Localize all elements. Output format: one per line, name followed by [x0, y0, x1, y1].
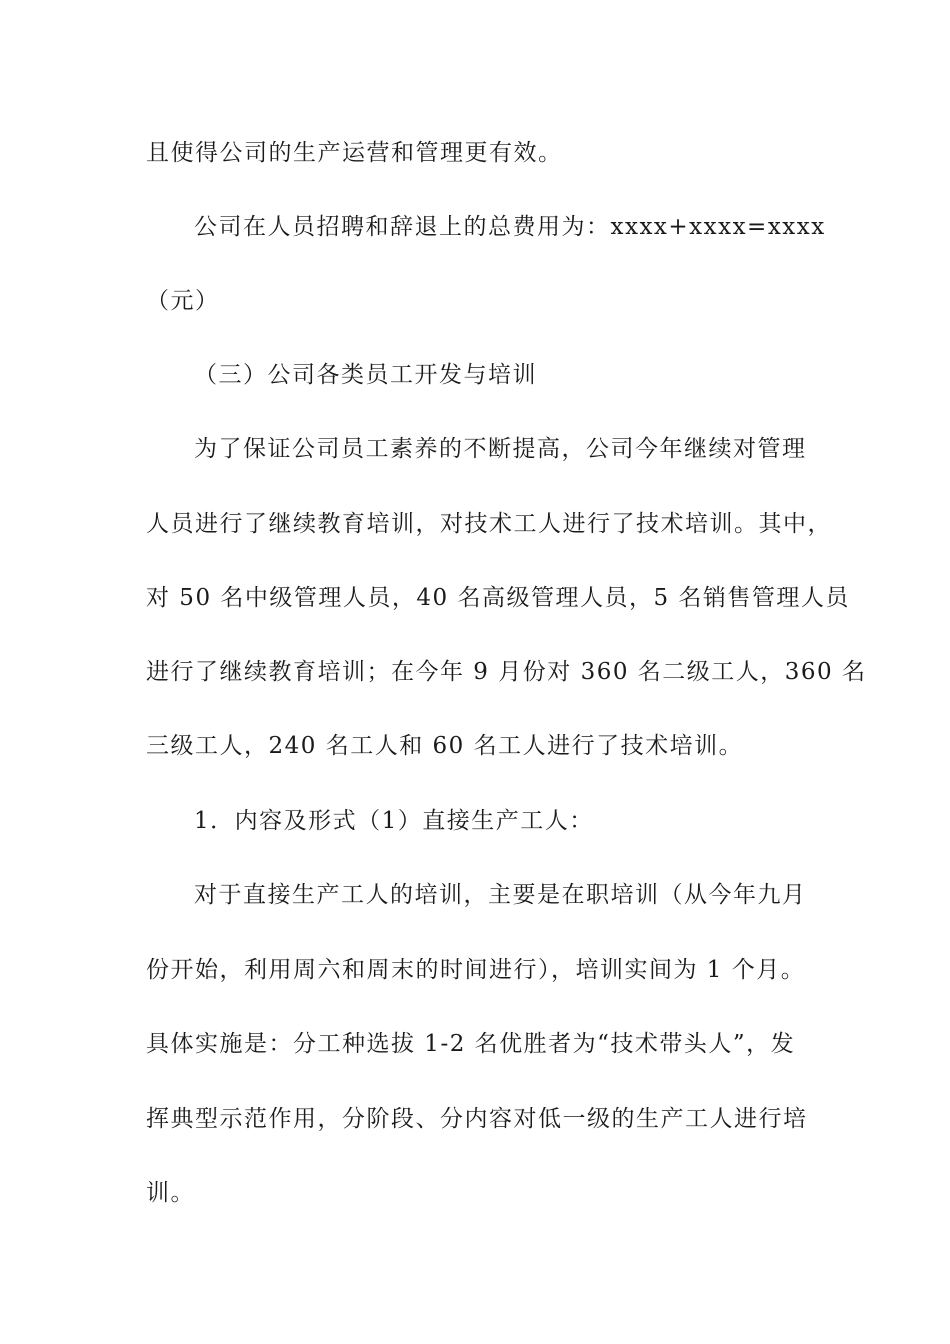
subsection-heading: 1．内容及形式（1）直接生产工人：	[194, 808, 594, 834]
paragraph-line: 具体实施是：分工种选拔 1-2 名优胜者为“技术带头人”，发	[146, 1031, 796, 1057]
paragraph-line: 且使得公司的生产运营和管理更有效。	[146, 140, 563, 166]
paragraph-line: 公司在人员招聘和辞退上的总费用为：xxxx+xxxx=xxxx	[194, 214, 826, 240]
paragraph-line: （元）	[146, 288, 220, 314]
paragraph-line: 训。	[146, 1180, 195, 1206]
paragraph-line: 份开始，利用周六和周末的时间进行），培训实间为 1 个月。	[146, 957, 806, 983]
paragraph-line: 挥典型示范作用，分阶段、分内容对低一级的生产工人进行培	[146, 1106, 808, 1132]
paragraph-line: 进行了继续教育培训；在今年 9 月份对 360 名二级工人，360 名	[146, 659, 867, 685]
paragraph-line: 人员进行了继续教育培训，对技术工人进行了技术培训。其中，	[146, 511, 832, 537]
section-heading: （三）公司各类员工开发与培训	[194, 362, 537, 388]
paragraph-line: 为了保证公司员工素养的不断提高，公司今年继续对管理	[194, 436, 807, 462]
paragraph-line: 三级工人，240 名工人和 60 名工人进行了技术培训。	[146, 733, 744, 759]
paragraph-line: 对于直接生产工人的培训，主要是在职培训（从今年九月	[194, 882, 807, 908]
paragraph-line: 对 50 名中级管理人员，40 名高级管理人员，5 名销售管理人员	[146, 585, 850, 611]
